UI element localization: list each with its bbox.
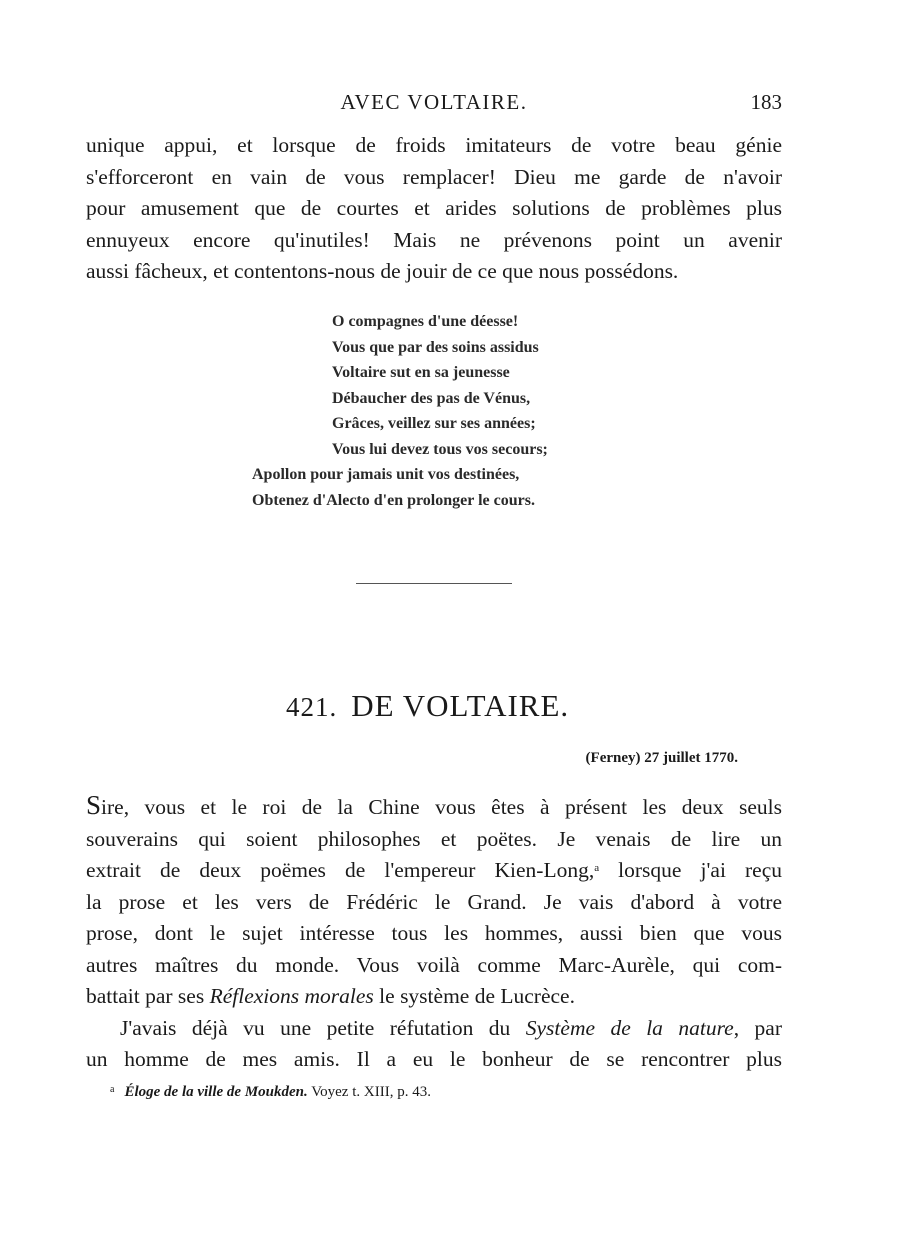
text-line: [86, 855, 782, 887]
text-run: , par: [733, 1015, 782, 1040]
footnote-reference[interactable]: a: [594, 862, 600, 874]
continuation-paragraph: [86, 130, 782, 288]
footnote-mark: a: [110, 1084, 115, 1095]
text-line: unique appui, et lorsque de froids imitateurs de votre beau génie: [86, 133, 782, 157]
text-line: s'efforceront en vain de vous remplacer! Dieu me garde de n'avoir: [86, 164, 782, 189]
text-line: souverains qui soient philosophes et poëtes. Je venais de lire un: [86, 826, 782, 851]
running-head: [86, 90, 782, 120]
section-divider: [356, 583, 512, 584]
poem-verse: Grâces, veillez sur ses années;: [332, 415, 536, 432]
footnote: [110, 1084, 431, 1101]
text-line: ennuyeux encore qu'inutiles! Mais ne prévenons point un avenir: [86, 227, 782, 252]
poem-verse: Vous que par des soins assidus: [332, 338, 539, 356]
work-title: Système de la nature: [525, 1015, 734, 1040]
dateline: (Ferney) 27 juillet 1770.: [585, 750, 738, 766]
text-run: le système de Lucrèce.: [373, 984, 575, 1008]
text-line: pour amusement que de courtes et arides solutions de problèmes plus: [86, 196, 782, 220]
drop-cap: S: [86, 790, 102, 820]
poem: [252, 309, 548, 513]
poem-verse: Voltaire sut en sa jeunesse: [332, 364, 510, 381]
poem-verse: O compagnes d'une déesse!: [332, 313, 519, 330]
work-title: Réflexions morales: [209, 984, 374, 1008]
text-line: aussi fâcheux, et contentons-nous de jouir de ce que nous possédons.: [86, 259, 679, 283]
letter-heading: [286, 688, 569, 724]
running-title: AVEC VOLTAIRE.: [340, 90, 528, 114]
letter-body: [86, 790, 782, 1076]
text-run: extrait de deux poëmes de l'empereur Kien-Long,: [86, 858, 595, 882]
text-line: [86, 981, 782, 1013]
page-number: 183: [750, 90, 782, 114]
footnote-text: Voyez t. XIII, p. 43.: [307, 1084, 431, 1100]
footnote-title: Éloge de la ville de Moukden.: [124, 1084, 308, 1100]
text-line: autres maîtres du monde. Vous voilà comme Marc-Aurèle, qui com-: [86, 952, 782, 977]
text-line: [86, 1013, 782, 1045]
text-run: J'avais déjà vu une petite réfutation du: [120, 1015, 526, 1040]
text-run: ire, vous et le roi de la Chine vous êtes à présent les deux seuls: [101, 795, 782, 819]
poem-verse: Apollon pour jamais unit vos destinées,: [252, 466, 520, 483]
letter-number: 421.: [286, 692, 338, 722]
text-line: prose, dont le sujet intéresse tous les hommes, aussi bien que vous: [86, 921, 782, 945]
letter-title: DE VOLTAIRE.: [351, 688, 570, 723]
text-line: un homme de mes amis. Il a eu le bonheur de se rencontrer plus: [86, 1047, 782, 1071]
poem-verse: Débaucher des pas de Vénus,: [332, 389, 531, 407]
poem-verse: Vous lui devez tous vos secours;: [332, 440, 548, 458]
text-line: la prose et les vers de Frédéric le Grand. Je vais d'abord à votre: [86, 889, 782, 914]
poem-verse: Obtenez d'Alecto d'en prolonger le cours.: [252, 491, 535, 509]
text-run: battait par ses: [86, 984, 210, 1008]
text-line: [86, 790, 782, 824]
text-run: lorsque j'ai reçu: [599, 858, 782, 882]
